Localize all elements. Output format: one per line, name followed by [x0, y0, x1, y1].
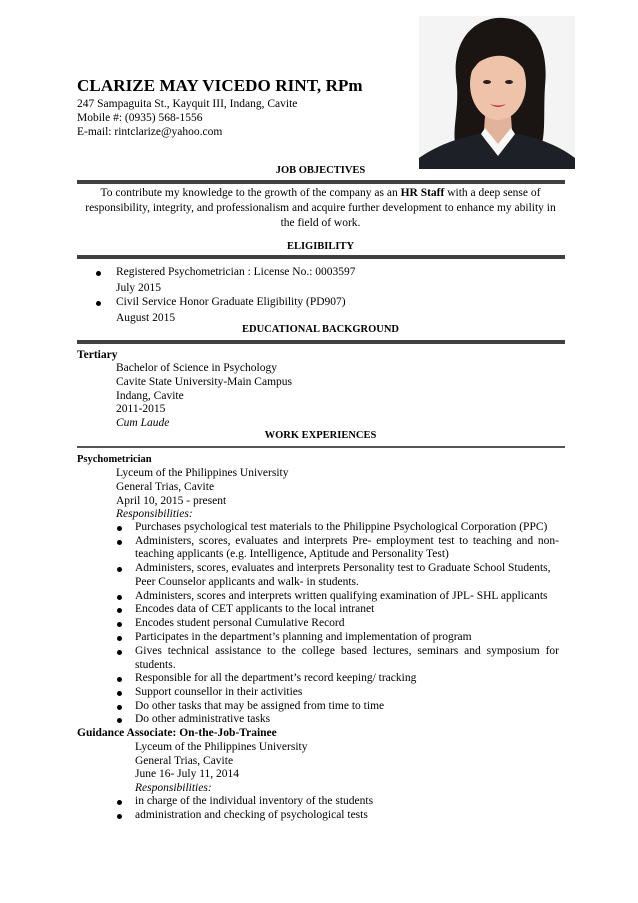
responsibility-item: Responsible for all the department’s record keeping/ tracking — [135, 672, 417, 684]
responsibility-item: Encodes data of CET applicants to the local intranet — [135, 603, 375, 615]
bullet-icon — [117, 567, 122, 572]
bullet-icon — [117, 608, 122, 613]
section-title-education: EDUCATIONAL BACKGROUND — [241, 324, 400, 335]
objective-text-start: To contribute my knowledge to the growth of the company as an — [100, 187, 401, 199]
job-dates: April 10, 2015 - present — [116, 495, 227, 507]
section-divider — [77, 255, 565, 259]
job-position: Psychometrician — [77, 454, 152, 465]
applicant-name: CLARIZE MAY VICEDO RINT, RPm — [77, 76, 363, 95]
eligibility-date-2: August 2015 — [116, 312, 176, 324]
bullet-icon — [117, 595, 122, 600]
responsibility-item-continued: students. — [135, 659, 176, 671]
bullet-icon — [117, 650, 122, 655]
eligibility-date-1: July 2015 — [116, 282, 162, 294]
responsibility-item-continued: teaching applicants (e.g. Intelligence, Aptitude and Personality Test) — [135, 548, 449, 560]
job-responsibilities-label: Responsibilities: — [116, 508, 193, 520]
section-title-job-objectives: JOB OBJECTIVES — [275, 165, 366, 176]
responsibility-item: Purchases psychological test materials to the Philippine Psychological Corporation (PPC) — [135, 521, 548, 533]
responsibility-item: Administers, scores, evaluates and interprets Personality test to Graduate School Students, — [135, 562, 551, 574]
eligibility-item-2: Civil Service Honor Graduate Eligibility (PD907) — [116, 296, 346, 308]
job-company: Lyceum of the Philippines University — [135, 741, 308, 753]
education-school: Cavite State University-Main Campus — [116, 376, 292, 388]
education-honor: Cum Laude — [116, 417, 170, 429]
responsibility-item: Do other tasks that may be assigned from time to time — [135, 700, 385, 712]
section-title-eligibility: ELIGIBILITY — [286, 241, 355, 252]
job-location: General Trias, Cavite — [135, 755, 234, 767]
education-years: 2011-2015 — [116, 403, 166, 415]
responsibility-item: Participates in the department’s planning and implementation of program — [135, 631, 472, 643]
bullet-icon — [117, 705, 122, 710]
mobile-line: Mobile #: (0935) 568-1556 — [77, 112, 203, 124]
responsibility-item-continued: Peer Counselor applicants and walk- in students. — [135, 576, 359, 588]
profile-photo — [419, 16, 575, 169]
responsibility-item: Gives technical assistance to the college based lectures, seminars and symposium for — [135, 645, 559, 657]
section-divider — [77, 340, 565, 344]
job-responsibilities-label: Responsibilities: — [135, 782, 212, 794]
responsibility-item: Administers, scores and interprets written qualifying examination of JPL- SHL applicants — [135, 590, 548, 602]
responsibility-item: administration and checking of psychological tests — [135, 809, 368, 821]
job-location: General Trias, Cavite — [116, 481, 215, 493]
job-company: Lyceum of the Philippines University — [116, 467, 289, 479]
education-location: Indang, Cavite — [116, 390, 184, 402]
bullet-icon — [117, 526, 122, 531]
bullet-icon — [117, 540, 122, 545]
section-divider — [77, 180, 565, 184]
bullet-icon — [117, 622, 122, 627]
job-position: Guidance Associate: On-the-Job-Trainee — [77, 727, 277, 739]
objective-text-end: with a deep sense of responsibility, integrity, and professionalism and acquire further development to enhance my ability in the field of work. — [85, 187, 556, 229]
bullet-icon — [117, 718, 122, 723]
eligibility-item-1: Registered Psychometrician : License No.: 0003597 — [116, 266, 356, 278]
bullet-icon — [117, 800, 122, 805]
bullet-icon — [96, 271, 101, 276]
bullet-icon — [117, 636, 122, 641]
responsibility-item: Do other administrative tasks — [135, 713, 271, 725]
section-divider — [77, 446, 565, 448]
job-dates: June 16- July 11, 2014 — [135, 768, 240, 780]
objective-highlight: HR Staff — [400, 187, 445, 199]
education-degree: Bachelor of Science in Psychology — [116, 362, 277, 374]
bullet-icon — [117, 677, 122, 682]
responsibility-item: Support counsellor in their activities — [135, 686, 303, 698]
education-level: Tertiary — [77, 349, 118, 361]
bullet-icon — [117, 691, 122, 696]
email-line: E-mail: rintclarize@yahoo.com — [77, 126, 223, 138]
section-title-work: WORK EXPERIENCES — [264, 430, 377, 441]
responsibility-item: Encodes student personal Cumulative Record — [135, 617, 345, 629]
bullet-icon — [96, 301, 101, 306]
address-line: 247 Sampaguita St., Kayquit III, Indang, Cavite — [77, 98, 298, 110]
bullet-icon — [117, 814, 122, 819]
responsibility-item: in charge of the individual inventory of the students — [135, 795, 374, 807]
objective-paragraph — [77, 186, 564, 231]
responsibility-item: Administers, scores, evaluates and interprets Pre- employment test to teaching and non- — [135, 535, 559, 547]
